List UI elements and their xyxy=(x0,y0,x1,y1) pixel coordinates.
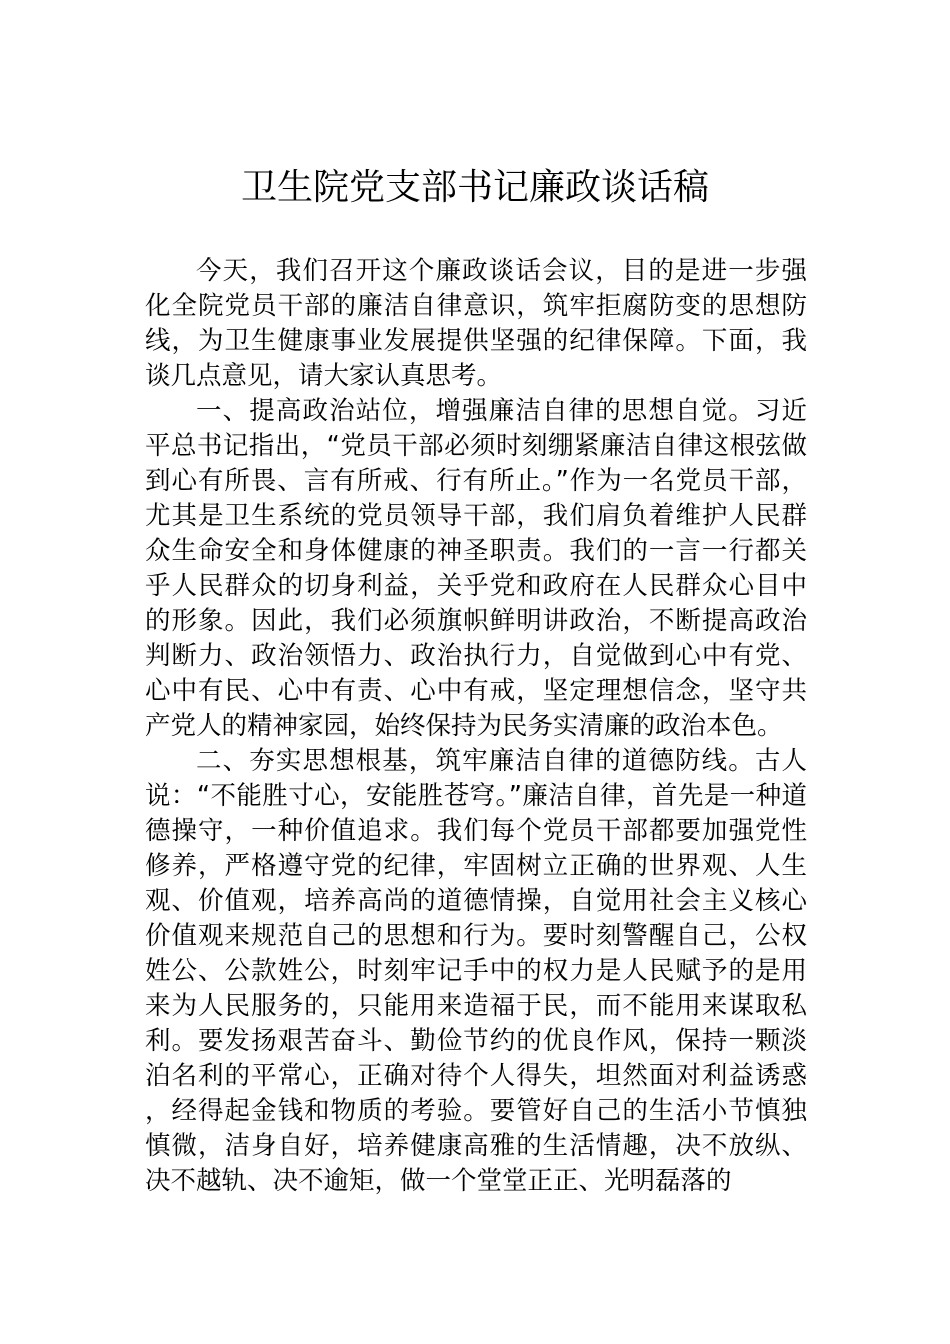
paragraph-section-one: 一、提高政治站位，增强廉洁自律的思想自觉。习近平总书记指出，“党员干部必须时刻绷紧廉洁自律这根弦做到心有所畏、言有所戒、行有所止。”作为一名党员干部，尤其是卫生系统的党员领导干部，我们肩负着维护人民群众生命安全和身体健康的神圣职责。我们的一言一行都关乎人民群众的切身利益，关乎党和政府在人民群众心目中的形象。因此，我们必须旗帜鲜明讲政治，不断提高政治判断力、政治领悟力、政治执行力，自觉做到心中有党、心中有民、心中有责、心中有戒，坚定理想信念，坚守共产党人的精神家园，始终保持为民务实清廉的政治本色。 xyxy=(145,396,807,741)
document-title: 卫生院党支部书记廉政谈话稿 xyxy=(240,167,709,208)
paragraph-section-two: 二、夯实思想根基，筑牢廉洁自律的道德防线。古人说：“不能胜寸心，安能胜苍穹。”廉洁自律，首先是一种道德操守，一种价值追求。我们每个党员干部都要加强党性修养，严格遵守党的纪律，牢固树立正确的世界观、人生观、价值观，培养高尚的道德情操，自觉用社会主义核心价值观来规范自己的思想和行为。要时刻警醒自己，公权姓公、公款姓公，时刻牢记手中的权力是人民赋予的是用来为人民服务的，只能用来造福于民，而不能用来谋取私利。要发扬艰苦奋斗、勤俭节约的优良作风，保持一颗淡泊名利的平常心，正确对待个人得失，坦然面对利益诱惑，经得起金钱和物质的考验。要管好自己的生活小节慎独慎微，洁身自好，培养健康高雅的生活情趣，决不放纵、决不越轨、决不逾矩，做一个堂堂正正、光明磊落的 xyxy=(145,746,807,1196)
document-body xyxy=(145,254,807,1199)
paragraph-intro: 今天，我们召开这个廉政谈话会议，目的是进一步强化全院党员干部的廉洁自律意识，筑牢拒腐防变的思想防线，为卫生健康事业发展提供坚强的纪律保障。下面，我谈几点意见，请大家认真思考。 xyxy=(145,256,807,391)
